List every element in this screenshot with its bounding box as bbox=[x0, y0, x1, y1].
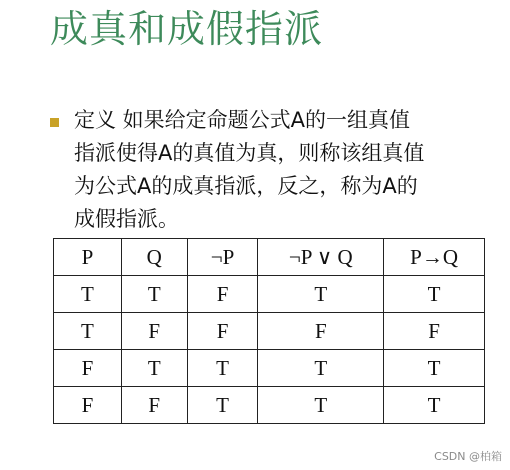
column-header-q: Q bbox=[121, 239, 187, 276]
bullet-square-icon bbox=[50, 118, 59, 127]
table-cell: T bbox=[54, 276, 122, 313]
definition-paragraph bbox=[74, 104, 494, 236]
column-header-not-p: ¬P bbox=[187, 239, 258, 276]
table-cell: T bbox=[258, 387, 384, 424]
table-header-row bbox=[54, 239, 485, 276]
table-cell: F bbox=[121, 387, 187, 424]
column-header-p: P bbox=[54, 239, 122, 276]
table-cell: T bbox=[121, 350, 187, 387]
table-cell: T bbox=[258, 350, 384, 387]
column-header-p-implies-q: P→Q bbox=[384, 239, 485, 276]
table-cell: F bbox=[187, 276, 258, 313]
table-cell: T bbox=[187, 387, 258, 424]
watermark: CSDN @柏箱 bbox=[434, 450, 502, 463]
table-row bbox=[54, 276, 485, 313]
table-cell: T bbox=[121, 276, 187, 313]
table-cell: F bbox=[121, 313, 187, 350]
truth-table bbox=[53, 238, 485, 424]
table-cell: F bbox=[258, 313, 384, 350]
table-row bbox=[54, 387, 485, 424]
definition-line: 为公式A的成真指派，反之，称为A的 bbox=[74, 174, 418, 198]
table-cell: T bbox=[54, 313, 122, 350]
table-cell: F bbox=[54, 350, 122, 387]
table-cell: F bbox=[384, 313, 485, 350]
definition-line: 指派使得A的真值为真，则称该组真值 bbox=[74, 141, 425, 165]
table-cell: T bbox=[258, 276, 384, 313]
definition-line: 成假指派。 bbox=[74, 207, 179, 231]
slide-title: 成真和成假指派 bbox=[50, 7, 324, 51]
definition-line: 定义 如果给定命题公式A的一组真值 bbox=[74, 108, 411, 132]
column-header-not-p-or-q: ¬P ∨ Q bbox=[258, 239, 384, 276]
table-cell: F bbox=[187, 313, 258, 350]
table-cell: T bbox=[187, 350, 258, 387]
table-cell: T bbox=[384, 387, 485, 424]
table-row bbox=[54, 350, 485, 387]
table-cell: T bbox=[384, 276, 485, 313]
table-cell: T bbox=[384, 350, 485, 387]
table-row bbox=[54, 313, 485, 350]
table-cell: F bbox=[54, 387, 122, 424]
